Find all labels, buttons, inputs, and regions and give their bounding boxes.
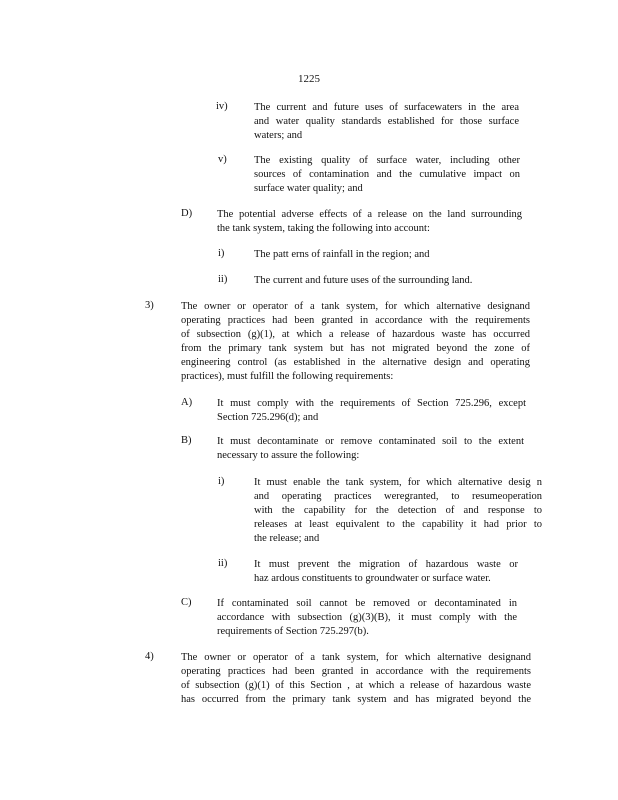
clause-text	[254, 476, 542, 546]
clause-label: 3)	[145, 300, 154, 311]
text-line: haz ardous constituents to groundwater or surface water.	[254, 573, 491, 584]
text-line: waters; and	[254, 130, 303, 141]
clause-text	[254, 101, 519, 143]
text-line: The patt erns of rainfall in the region; and	[254, 249, 430, 260]
text-line: the release; and	[254, 533, 320, 544]
text-line: operating practices had been granted in accordance with the requirements	[181, 666, 531, 677]
text-line: of subsection (g)(1), at which a release of hazardous waste has occurred	[181, 329, 530, 340]
text-line: It must decontaminate or remove contaminated soil to the extent	[217, 436, 524, 447]
text-line: It must comply with the requirements of Section 725.296, except	[217, 398, 526, 409]
text-line: The owner or operator of a tank system, for which alternative designand	[181, 652, 531, 663]
clause-label: C)	[181, 597, 192, 608]
clause-text	[181, 300, 530, 384]
text-line: Section 725.296(d); and	[217, 412, 319, 423]
clause-text	[217, 597, 517, 639]
text-line: It must enable the tank system, for which alternative desig n	[254, 477, 542, 488]
clause-text	[217, 435, 524, 463]
text-line: releases at least equivalent to the capability it had prior to	[254, 519, 542, 530]
text-line: The current and future uses of surfacewaters in the area	[254, 102, 519, 113]
clause-label: ii)	[218, 558, 228, 569]
text-line: engineering control (as established in the alternative design and operating	[181, 357, 530, 368]
text-line: It must prevent the migration of hazardous waste or	[254, 559, 518, 570]
text-line: If contaminated soil cannot be removed or decontaminated in	[217, 598, 517, 609]
text-line: The owner or operator of a tank system, for which alternative designand	[181, 301, 530, 312]
text-line: necessary to assure the following:	[217, 450, 360, 461]
clause-text	[254, 558, 518, 586]
text-line: The current and future uses of the surrounding land.	[254, 275, 473, 286]
clause-label: v)	[218, 154, 227, 165]
clause-label: i)	[218, 476, 225, 487]
clause-text	[217, 397, 526, 425]
text-line: from the primary tank system but has not migrated beyond the zone of	[181, 343, 530, 354]
text-line: The potential adverse effects of a release on the land surrounding	[217, 209, 522, 220]
clause-label: 4)	[145, 651, 154, 662]
text-line: practices), must fulfill the following requirements:	[181, 371, 394, 382]
text-line: accordance with subsection (g)(3)(B), it must comply with the	[217, 612, 517, 623]
text-line: of subsection (g)(1) of this Section , at which a release of hazardous waste	[181, 680, 531, 691]
clause-text	[254, 248, 454, 262]
text-line: surface water quality; and	[254, 183, 363, 194]
text-line: sources of contamination and the cumulative impact on	[254, 169, 520, 180]
clause-text	[254, 154, 520, 196]
clause-label: A)	[181, 397, 193, 408]
text-line: with the capability for the detection of and response to	[254, 505, 542, 516]
clause-label: iv)	[216, 101, 228, 112]
text-line: the tank system, taking the following into account:	[217, 223, 430, 234]
text-line: requirements of Section 725.297(b).	[217, 626, 369, 637]
clause-label: ii)	[218, 274, 228, 285]
text-line: and water quality standards established for those surface	[254, 116, 519, 127]
text-line: and operating practices weregranted, to resumeoperation	[254, 491, 542, 502]
text-line: The existing quality of surface water, including other	[254, 155, 520, 166]
text-line: has occurred from the primary tank system and has migrated beyond the	[181, 694, 531, 705]
clause-label: D)	[181, 208, 193, 219]
clause-text	[217, 208, 522, 236]
clause-text	[254, 274, 504, 288]
page-number: 1225	[298, 73, 320, 85]
text-line: operating practices had been granted in accordance with the requirements	[181, 315, 530, 326]
clause-label: B)	[181, 435, 192, 446]
clause-text	[181, 651, 531, 707]
clause-label: i)	[218, 248, 225, 259]
